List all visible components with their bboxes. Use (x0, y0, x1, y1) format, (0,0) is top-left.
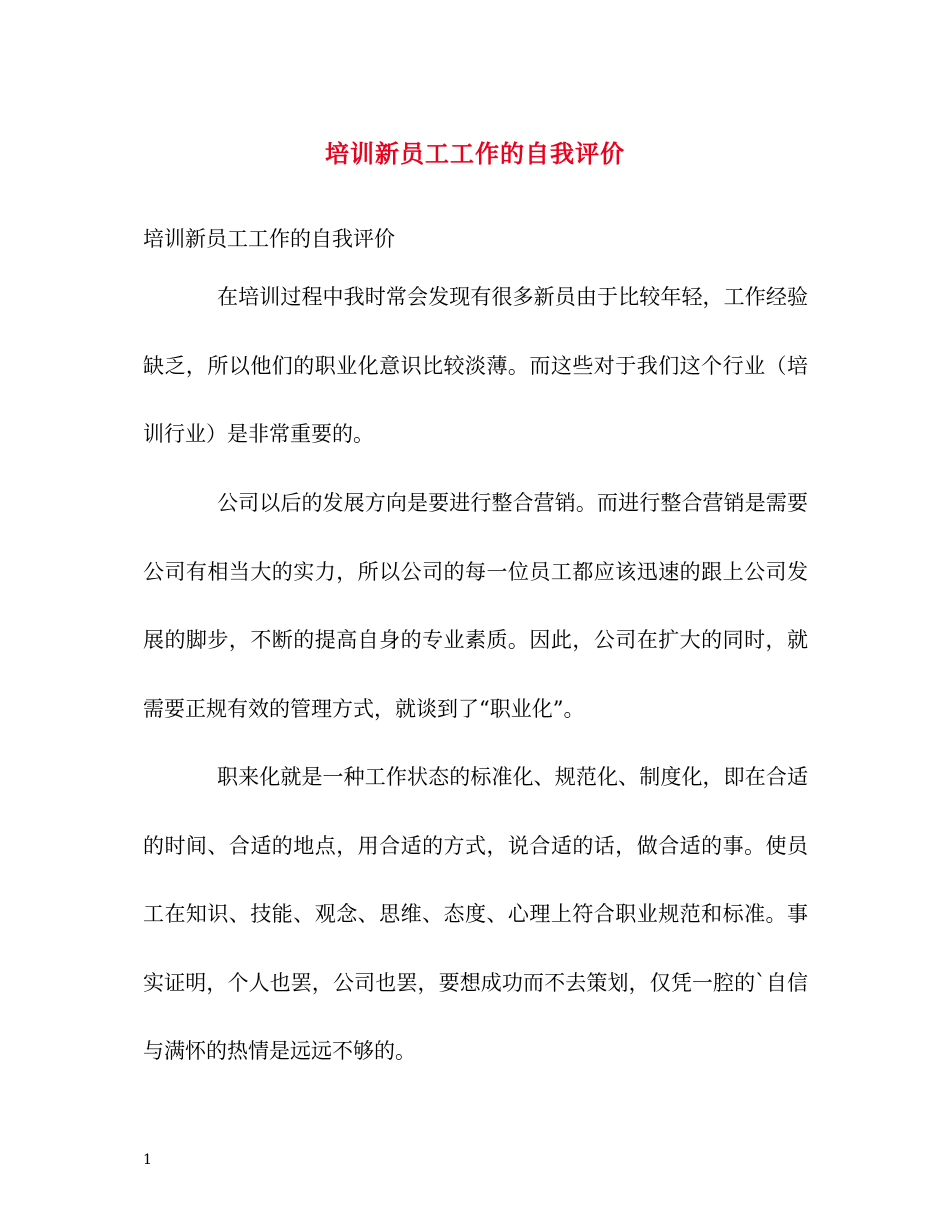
paragraph-2: 公司以后的发展方向是要进行整合营销。而进行整合营销是需要公司有相当大的实力，所以公司的每一位员工都应该迅速的跟上公司发展的脚步，不断的提高自身的专业素质。因此，公司在扩大的同时，就需要正规有效的管理方式，就谈到了“职业化”。 (143, 491, 808, 721)
paragraph-3: 职来化就是一种工作状态的标准化、规范化、制度化，即在合适的时间、合适的地点，用合适的方式，说合适的话，做合适的事。使员工在知识、技能、观念、思维、态度、心理上符合职业规范和标准。事实证明，个人也罢，公司也罢，要想成功而不去策划，仅凭一腔的`自信与满怀的热情是远远不够的。 (143, 765, 808, 1064)
document-subtitle: 培训新员工工作的自我评价 (143, 227, 395, 251)
document-title: 培训新员工工作的自我评价 (325, 139, 625, 168)
page-number: 1 (143, 1152, 152, 1168)
paragraph-1: 在培训过程中我时常会发现有很多新员由于比较年轻，工作经验缺乏，所以他们的职业化意识比较淡薄。而这些对于我们这个行业（培训行业）是非常重要的。 (143, 285, 808, 447)
